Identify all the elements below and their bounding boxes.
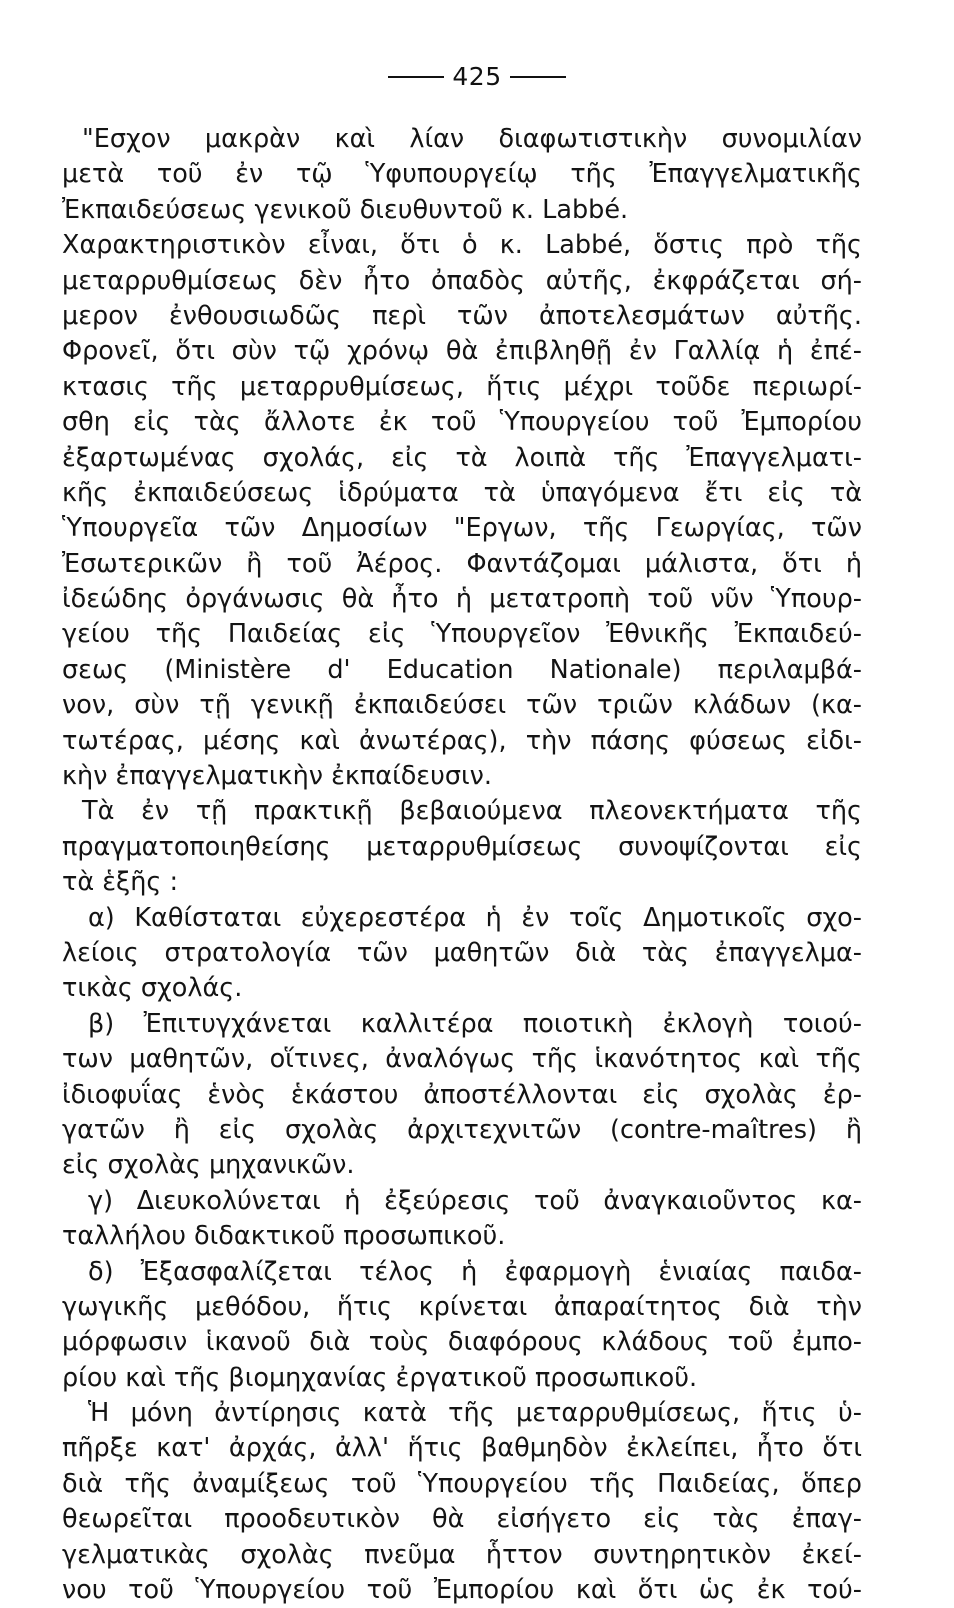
- text-line: ἰδιοφυΐας ἑνὸς ἑκάστου ἀποστέλλονται εἰς σχολὰς ἐρ-: [62, 1079, 862, 1110]
- text-line: νου τοῦ Ὑπουργείου τοῦ Ἐμπορίου καὶ ὅτι ὡς ἐκ τού-: [62, 1575, 862, 1606]
- text-line: εἰς σχολὰς μηχανικῶν.: [62, 1150, 355, 1181]
- text-line: τωτέρας, μέσης καὶ ἀνωτέρας), τὴν πάσης φύσεως εἰδι-: [62, 725, 862, 756]
- text-line: γ) Διευκολύνεται ἡ ἐξεύρεσις τοῦ ἀναγκαιοῦντος κα-: [88, 1185, 862, 1216]
- text-line: γελματικὰς σχολὰς πνεῦμα ἧττον συντηρητικὸν ἐκεί-: [62, 1539, 862, 1570]
- header-dash-left: [388, 76, 444, 78]
- text-line: πῆρξε κατ' ἀρχάς, ἀλλ' ἥτις βαθμηδὸν ἐκλείπει, ἦτο ὅτι: [62, 1433, 862, 1464]
- text-line: Ἡ μόνη ἀντίρησις κατὰ τῆς μεταρρυθμίσεως, ἥτις ὑ-: [88, 1398, 862, 1429]
- text-line: Ἐκπαιδεύσεως γενικοῦ διευθυντοῦ κ. Labbé.: [62, 194, 629, 225]
- text-line: κὴν ἐπαγγελματικὴν ἐκπαίδευσιν.: [62, 761, 492, 792]
- text-line: κῆς ἐκπαιδεύσεως ἱδρύματα τὰ ὑπαγόμενα ἔτι εἰς τὰ: [62, 477, 862, 508]
- text-line: γωγικῆς μεθόδου, ἥτις κρίνεται ἀπαραίτητος διὰ τὴν: [62, 1291, 862, 1322]
- text-line: ἰδεώδης ὀργάνωσις θὰ ἦτο ἡ μετατροπὴ τοῦ νῦν Ὑπουρ-: [62, 584, 862, 615]
- page-number: 425: [452, 62, 502, 91]
- text-line: "Εσχον μακρὰν καὶ λίαν διαφωτιστικὴν συνομιλίαν: [82, 124, 862, 154]
- text-line: γείου τῆς Παιδείας εἰς Ὑπουργεῖον Ἐθνικῆς Ἐκπαιδεύ-: [62, 619, 862, 650]
- text-line: μόρφωσιν ἱκανοῦ διὰ τοὺς διαφόρους κλάδους τοῦ ἐμπο-: [62, 1327, 862, 1358]
- text-line: Ὑπουργεῖα τῶν Δημοσίων "Εργων, τῆς Γεωργίας, τῶν: [62, 513, 862, 544]
- text-line: μετὰ τοῦ ἐν τῷ Ὑφυπουργείῳ τῆς Ἐπαγγελματικῆς: [62, 159, 862, 190]
- text-line: β) Ἐπιτυγχάνεται καλλιτέρα ποιοτικὴ ἐκλογὴ τοιού-: [88, 1008, 862, 1039]
- text-line: μεταρρυθμίσεως δὲν ἦτο ὀπαδὸς αὐτῆς, ἐκφράζεται σή-: [62, 265, 862, 296]
- text-line: κτασις τῆς μεταρρυθμίσεως, ἥτις μέχρι τοῦδε περιωρί-: [62, 371, 862, 402]
- text-line: διὰ τῆς ἀναμίξεως τοῦ Ὑπουργείου τῆς Παιδείας, ὅπερ: [62, 1468, 862, 1499]
- text-line: α) Καθίσταται εὐχερεστέρα ἡ ἐν τοῖς Δημοτικοῖς σχο-: [88, 902, 862, 933]
- text-line: λείοις στρατολογία τῶν μαθητῶν διὰ τὰς ἐπαγγελμα-: [62, 937, 862, 968]
- text-line: σεως (Ministère d' Education Nationale) περιλαμβά-: [62, 654, 862, 685]
- text-line: ἐξαρτωμένας σχολάς, εἰς τὰ λοιπὰ τῆς Ἐπαγγελματι-: [62, 442, 862, 473]
- text-line: ταλλήλου διδακτικοῦ προσωπικοῦ.: [62, 1221, 506, 1252]
- text-line: τικὰς σχολάς.: [62, 973, 243, 1004]
- text-line: θεωρεῖται προοδευτικὸν θὰ εἰσήγετο εἰς τὰς ἐπαγ-: [62, 1504, 862, 1535]
- text-line: μερον ἐνθουσιωδῶς περὶ τῶν ἀποτελεσμάτων αὐτῆς.: [62, 300, 862, 331]
- page-number-header: [0, 62, 954, 91]
- text-line: σθη εἰς τὰς ἄλλοτε ἐκ τοῦ Ὑπουργείου τοῦ Ἐμπορίου: [62, 407, 862, 438]
- text-line: πραγματοποιηθείσης μεταρρυθμίσεως συνοψίζονται εἰς: [62, 831, 862, 862]
- text-line: Φρονεῖ, ὅτι σὺν τῷ χρόνῳ θὰ ἐπιβληθῇ ἐν Γαλλίᾳ ἡ ἐπέ-: [62, 336, 862, 367]
- text-line: Τὰ ἐν τῇ πρακτικῇ βεβαιούμενα πλεονεκτήματα τῆς: [82, 796, 862, 827]
- body-text: [62, 122, 862, 1608]
- text-line: δ) Ἐξασφαλίζεται τέλος ἡ ἐφαρμογὴ ἑνιαίας παιδα-: [88, 1256, 862, 1287]
- text-line: γατῶν ἢ εἰς σχολὰς ἀρχιτεχνιτῶν (contre-maîtres) ἢ: [62, 1114, 862, 1145]
- text-line: Χαρακτηριστικὸν εἶναι, ὅτι ὁ κ. Labbé, ὅστις πρὸ τῆς: [62, 230, 862, 261]
- text-line: των μαθητῶν, οἵτινες, ἀναλόγως τῆς ἱκανότητος καὶ τῆς: [62, 1044, 862, 1075]
- text-line: ρίου καὶ τῆς βιομηχανίας ἐργατικοῦ προσωπικοῦ.: [62, 1362, 698, 1393]
- header-dash-right: [510, 76, 566, 78]
- text-line: νον, σὺν τῇ γενικῇ ἐκπαιδεύσει τῶν τριῶν κλάδων (κα-: [62, 690, 862, 721]
- text-line: Ἐσωτερικῶν ἢ τοῦ Ἀέρος. Φαντάζομαι μάλιστα, ὅτι ἡ: [62, 548, 862, 579]
- text-line: τὰ ἑξῆς :: [62, 867, 179, 898]
